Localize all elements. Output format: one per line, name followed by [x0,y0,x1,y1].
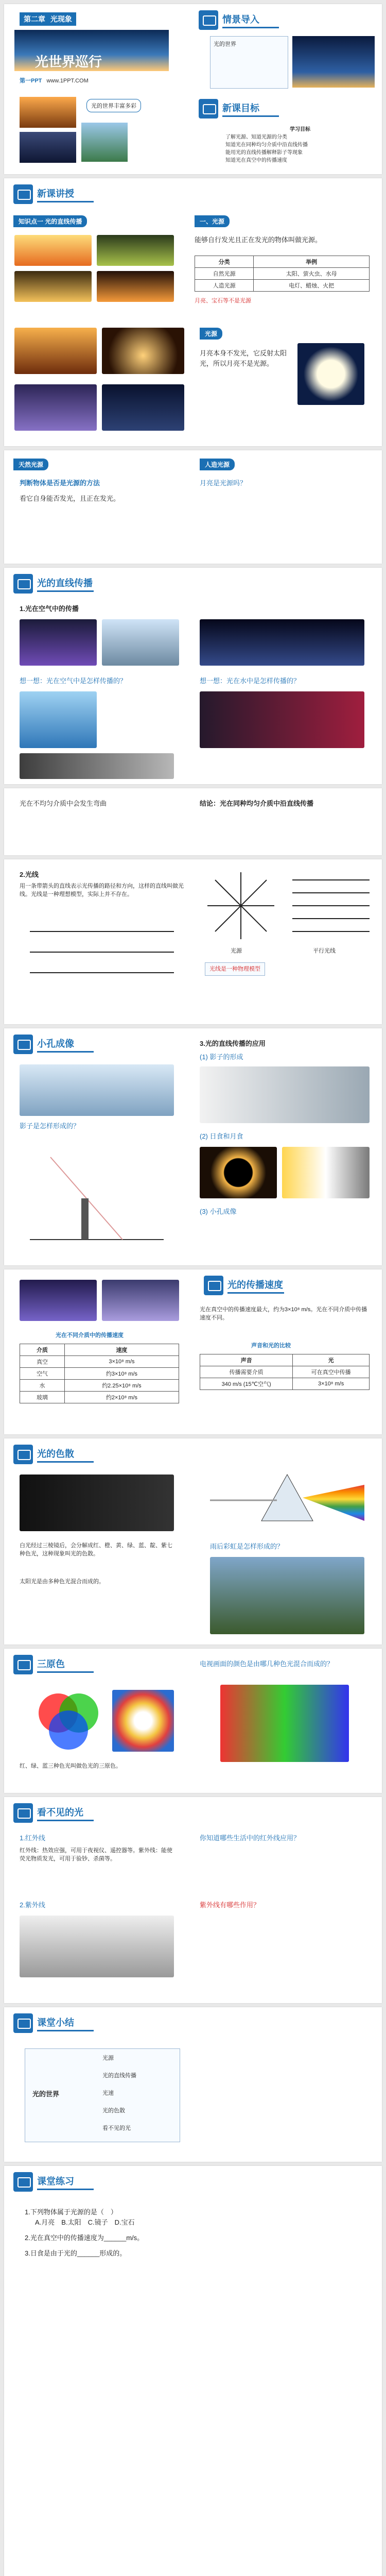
mindmap-item: 光的直线传播 [102,2073,136,2079]
slide-5 [4,788,382,855]
cover-photo-3 [81,123,128,162]
section-tag: 知识点一 光的直线传播 [13,215,87,227]
shadow-photo [20,1064,174,1116]
slide-2 [4,178,382,446]
goal-item: 了解光源、知道光源的分类 [225,134,287,140]
table-cell: 传播需要介质 [200,1366,293,1378]
dispersion-body: 白光经过三棱镜后，会分解成红、橙、黄、绿、蓝、靛、紫七种色光，这种现象叫光的色散。 [20,1543,172,1557]
intro-box [210,36,288,89]
table-cell: 人造光源 [195,280,254,292]
parallel-rays-diagram [292,870,370,942]
table-header-cell: 分类 [195,256,254,268]
infrared-icon [13,1803,33,1823]
radial-rays-diagram [205,870,277,942]
mindmap-item: 光的色散 [102,2108,125,2114]
title-underline [222,27,279,28]
book-icon [199,10,218,30]
intro-night-image [292,36,375,88]
slide-6 [4,859,382,1024]
s12-header [4,2007,382,2038]
table-row [200,1378,370,1390]
cover-logo [20,76,89,84]
mindmap-item: 看不见的光 [102,2125,131,2131]
table-cell: 3×10⁸ m/s [64,1356,179,1368]
title-underline [227,1292,284,1294]
nonuniform-note: 光在不均匀介质中会发生弯曲 [20,800,107,807]
slide-10 [4,1649,382,1793]
rgb-body: 红、绿、蓝三种色光叫做色光的三原色。 [20,1763,121,1769]
slide-13 [4,2166,382,2576]
moon-photo [297,343,364,405]
target-icon [199,99,218,118]
infrared-question: 你知道哪些生活中的红外线应用？ [200,1834,301,1842]
exercise-question: 3.日食是由于光的______形成的。 [25,2249,127,2257]
lamp-photo [14,271,92,302]
title-underline [37,1671,94,1673]
conclusion-text: 结论：光在同种均匀介质中沿直线传播 [200,800,314,807]
goal-item: 能用光的直线传播解释影子等现象 [225,150,303,156]
ray-diagram [20,921,184,983]
s12-title: 课堂小结 [37,2018,74,2028]
sunset-photo [14,328,97,374]
s13-title: 课堂练习 [37,2176,74,2187]
table-row [20,1356,179,1368]
ray-body: 用一条带箭头的直线表示光传播的路径和方向，这样的直线叫做光线。光线是一种理想模型，实际上并不存在。 [20,883,184,897]
ultraviolet-subtitle: 2.紫外线 [20,1901,45,1909]
s9-title: 光的色散 [37,1449,74,1459]
intro-title: 情景导入 [222,14,259,25]
ultraviolet-question: 紫外线有哪些作用？ [200,1901,260,1909]
label-source: 光源 [231,948,242,954]
goal-item: 知道光在真空中的传播速度 [225,158,287,163]
lightning-photo [14,384,97,431]
eclipse-photo [200,1147,277,1198]
cover-photo-2 [20,132,76,163]
s11-header [4,1797,382,1828]
exercise-options: A.月亮 B.太阳 C.镜子 D.宝石 [35,2218,135,2226]
intro-panel [189,4,382,174]
table-header [195,256,370,268]
table-cell: 水 [20,1380,65,1392]
invisible-light-body: 红外线：热效应强，可用于夜视仪、遥控器等。紫外线：能使荧光物质发光，可用于验钞、杀菌等。 [20,1848,172,1862]
table-cell: 约3×10⁸ m/s [64,1368,179,1380]
s2-header [4,178,382,209]
table-row [20,1344,179,1356]
table-cell: 电灯、蜡烛、火把 [254,280,370,292]
shadow-question: 影子是怎样形成的？ [20,1122,80,1130]
s8-header [195,1269,382,1300]
table-cell: 340 m/s (15℃空气) [200,1378,293,1390]
s2-title: 新课讲授 [37,189,74,199]
prism-photo [20,1475,174,1531]
exercise-question: 2.光在真空中的传播速度为______m/s。 [25,2234,144,2242]
speed-table-title: 光在不同介质中的传播速度 [56,1332,124,1338]
cover-title: 光世界巡行 [35,54,102,70]
table-header-cell: 介质 [20,1344,65,1356]
table-row [20,1380,179,1392]
pinhole-photo [200,1066,370,1123]
shadow-subtitle: (1) 影子的形成 [200,1053,243,1061]
thunder-photo [102,1280,179,1321]
goals-subtitle: 学习目标 [290,127,310,132]
chapter-label: 第二章 [24,15,45,23]
light-beam-photo [102,619,179,666]
ray-title: 2.光线 [20,871,39,878]
title-underline [37,1820,94,1821]
tv-screen-photo [220,1685,349,1762]
s10-title: 三原色 [37,1659,65,1669]
rgb-circles [35,1690,102,1752]
speed-table [20,1344,179,1403]
exercise-question: 1.下列物体属于光源的是（ ） [25,2208,117,2216]
title-underline [37,2189,94,2190]
paint-circles [112,1690,174,1752]
stars-photo [102,384,184,431]
mindmap-center: 光的世界 [32,2090,60,2098]
table-row [195,280,370,292]
beam-icon [13,574,33,594]
table-header-cell: 声音 [200,1354,293,1366]
colors-icon [13,1655,33,1674]
table-cell: 真空 [20,1356,65,1368]
table-cell: 约2×10⁸ m/s [64,1392,179,1403]
compare-table [200,1354,370,1390]
searchlight-photo [200,619,364,666]
judge-method-body: 看它自身能否发光，且正在发光。 [20,495,120,502]
s2-lower-photos [14,317,370,436]
table-cell: 玻璃 [20,1392,65,1403]
exercise-icon [13,2172,33,2192]
compare-table-title: 声音和光的比较 [251,1343,291,1349]
applications-title: 3.光的直线传播的应用 [200,1040,266,1047]
title-underline [37,590,94,592]
cover-photo-1 [20,97,76,128]
table-header-cell: 速度 [64,1344,179,1356]
moon-question: 月亮是光源吗？ [200,479,247,487]
title-underline [37,1051,94,1053]
prism-icon [13,1445,33,1464]
table-row [20,1368,179,1380]
laser-water-photo [200,691,364,748]
question-air: 想一想：光在空气中是怎样传播的？ [20,677,127,685]
table-row [20,1392,179,1403]
slide-11 [4,1797,382,2003]
title-underline [37,201,94,202]
moon-answer: 月亮本身不发光，它反射太阳光，所以月亮不是光源。 [200,349,287,367]
prism-diagram [210,1464,364,1531]
slide-12 [4,2007,382,2162]
eclipse-subtitle: (2) 日食和月食 [200,1132,243,1140]
intro-box-text: 光的世界 [214,41,236,47]
goals-list [225,126,375,164]
intro-header [189,4,382,35]
judge-method-title: 判断物体是否是光源的方法 [20,479,100,487]
sun-photo [14,235,92,266]
tv-question: 电视画面的颜色是由哪几种色光混合而成的？ [200,1660,334,1668]
mindmap-item: 光速 [102,2090,114,2096]
s13-header [4,2166,382,2197]
site-url: www.1PPT.COM [46,78,89,84]
summary-icon [13,2013,33,2033]
s7-header [4,1028,382,1059]
question-water: 想一想：光在水中是怎样传播的？ [200,677,301,685]
infrared-subtitle: 1.红外线 [20,1834,45,1842]
sub-tag: 一、光源 [195,215,230,227]
title-underline [37,2030,94,2031]
table-cell: 约2.25×10⁸ m/s [64,1380,179,1392]
tip-tag: 光源 [200,328,222,340]
mindmap [25,2048,180,2142]
pinhole-subtitle: (3) 小孔成像 [200,1208,237,1215]
table-cell: 空气 [20,1368,65,1380]
natural-source-tag: 天然光源 [13,459,48,470]
s8-title: 光的传播速度 [227,1280,283,1290]
slide-3 [4,450,382,564]
table-cell: 3×10⁸ m/s [293,1378,370,1390]
speed-body: 光在真空中的传播速度最大，约为3×10⁸ m/s。光在不同介质中传播速度不同。 [200,1307,367,1321]
chapter-name: 光现象 [50,15,72,23]
model-note: 光线是一种物理模型 [205,962,265,976]
water-tank-photo [20,691,97,748]
s7-title: 小孔成像 [37,1039,74,1049]
fog-beam-photo [20,753,174,779]
goals-header [189,93,382,124]
definition-text: 能够自行发光且正在发光的物体叫做光源。 [195,236,322,244]
slide-8 [4,1269,382,1434]
table-row [200,1366,370,1378]
speed-icon [204,1276,223,1295]
cover-left [4,4,179,174]
pinhole-icon [13,1035,33,1054]
s2-photo-grid [14,235,179,302]
table-row [200,1354,370,1366]
table-cell: 太阳、萤火虫、水母 [254,268,370,280]
logo-text: 第一PPT [20,78,42,84]
title-underline [37,1461,94,1463]
slide-7 [4,1028,382,1265]
firefly-photo [97,235,174,266]
lightning-sky-photo [20,1280,97,1321]
slide-4 [4,568,382,784]
rainbow-question: 雨后彩虹是怎样形成的？ [210,1543,284,1550]
lesson-icon [13,184,33,204]
goal-item: 知道光在同种均匀介质中沿直线传播 [225,142,308,148]
chapter-badge [20,12,76,26]
label-parallel: 平行光线 [313,948,336,954]
light-source-table [195,256,370,292]
candle-photo [97,271,174,302]
s11-title: 看不见的光 [37,1807,83,1818]
exercise-list [25,2207,364,2259]
title-underline-2 [222,115,279,117]
table-header-cell: 光 [293,1354,370,1366]
table-cell: 自然光源 [195,268,254,280]
cover-note-bubble: 光的世界丰富多彩 [86,99,141,112]
slide-9 [4,1438,382,1645]
mindmap-item: 光源 [102,2055,114,2061]
artificial-source-tag: 人造光源 [200,459,235,470]
uv-lamp-photo [20,1916,174,1977]
table-row [195,268,370,280]
shadow-diagram [20,1147,174,1250]
eclipse-diagram [282,1147,370,1198]
table-header-cell: 举例 [254,256,370,268]
laser-stage-photo [20,619,97,666]
slide-1 [4,4,382,174]
goals-title: 新课目标 [222,103,259,113]
dispersion-note: 太阳光是由多种色光混合而成的。 [20,1579,104,1585]
candles-photo [102,328,184,374]
experiment-title: 1.光在空气中的传播 [20,605,79,613]
rainbow-photo [210,1557,364,1634]
note-text: 月亮、宝石等不是光源 [195,298,251,304]
s4-header [4,568,382,599]
s4-title: 光的直线传播 [37,578,93,588]
table-cell: 可在真空中传播 [293,1366,370,1378]
